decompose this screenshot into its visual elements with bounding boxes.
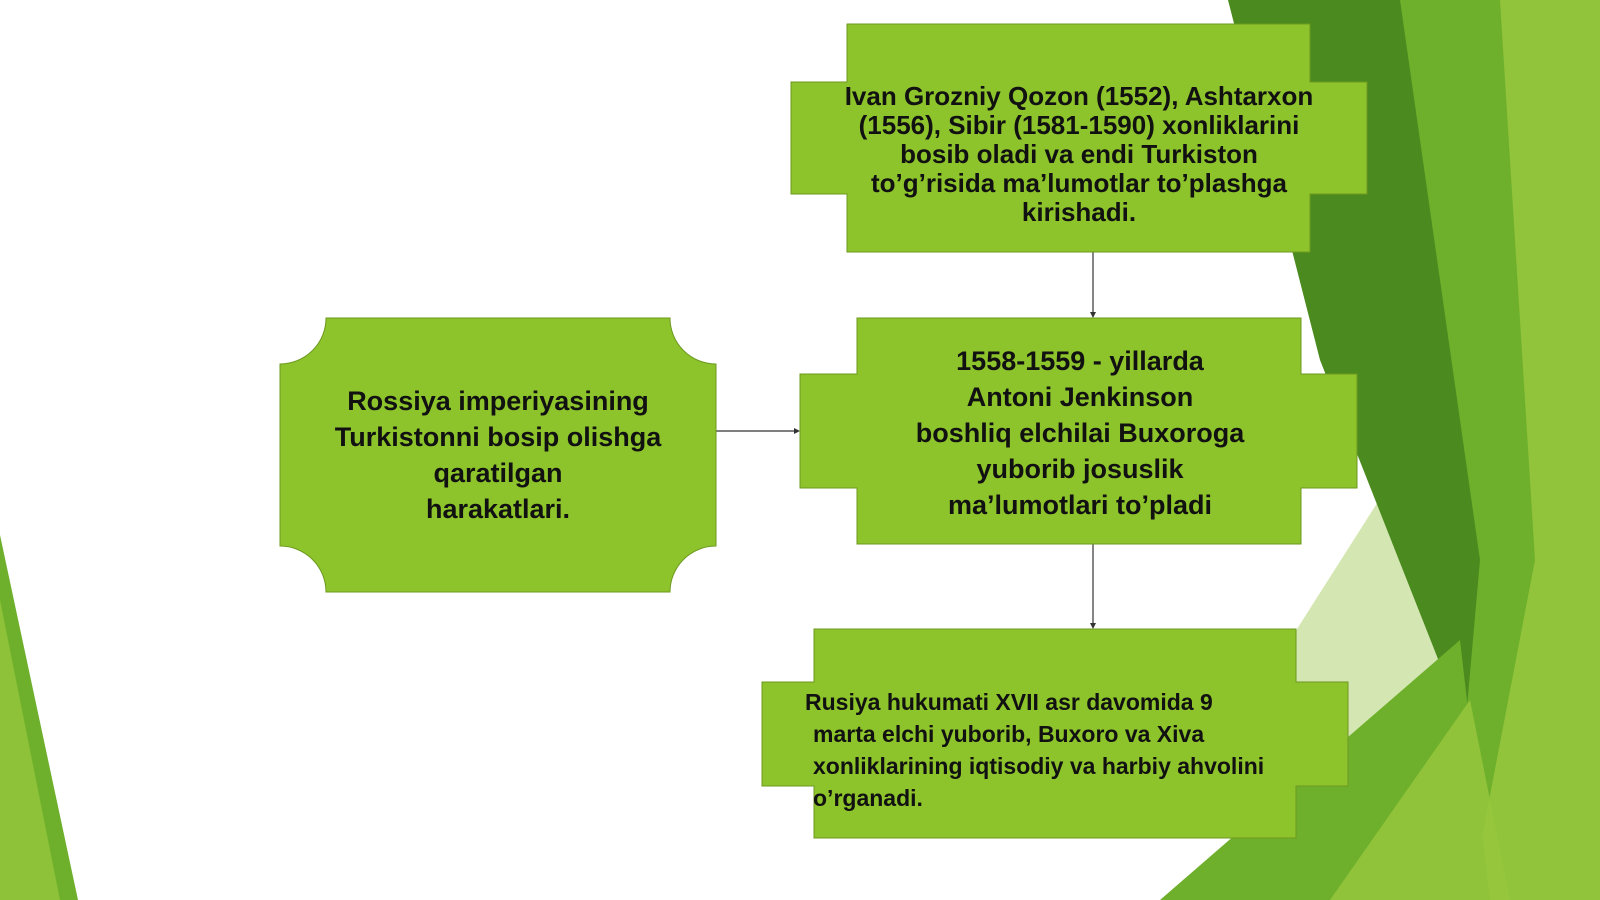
top-box-label: [795, 78, 1363, 230]
arrowhead-middle-to-bottom: [1090, 623, 1096, 629]
top-box-line: kirishadi.: [1021, 196, 1137, 227]
top-box-line: bosib oladi va endi Turkiston: [900, 138, 1258, 169]
top-box-line: Ivan Grozniy Qozon (1552), Ashtarxon: [844, 80, 1314, 111]
middle-box-label: [860, 338, 1300, 528]
arrowhead-center-to-middle: [794, 428, 800, 434]
middle-box-line: boshliq elchilai Buxoroga: [915, 418, 1245, 448]
bottom-box-line: marta elchi yuborib, Buxoro va Xiva: [813, 721, 1205, 747]
arrowhead-top-to-middle: [1090, 312, 1096, 318]
center-box-label: [300, 330, 696, 580]
middle-box-line: Antoni Jenkinson: [966, 382, 1194, 412]
middle-box-line: yuborib josuslik: [976, 454, 1184, 484]
bottom-box-label: [805, 684, 1345, 816]
center-box-line: harakatlari.: [425, 494, 571, 524]
bottom-box-line: xonliklarining iqtisodiy va harbiy ahvolini: [813, 753, 1265, 779]
top-box-line: to’g’risida ma’lumotlar to’plashga: [870, 167, 1288, 198]
bottom-box-line: Rusiya hukumati XVII asr davomida 9: [805, 689, 1213, 715]
center-box-line: Rossiya imperiyasining: [347, 386, 649, 416]
center-box-line: qaratilgan: [433, 458, 563, 488]
bottom-box-line: o’rganadi.: [813, 785, 923, 811]
top-box-line: (1556), Sibir (1581-1590) xonliklarini: [858, 109, 1300, 140]
middle-box-line: ma’lumotlari to’pladi: [947, 490, 1213, 520]
middle-box-line: 1558-1559 - yillarda: [956, 346, 1204, 376]
center-box-line: Turkistonni bosip olishga: [334, 422, 662, 452]
